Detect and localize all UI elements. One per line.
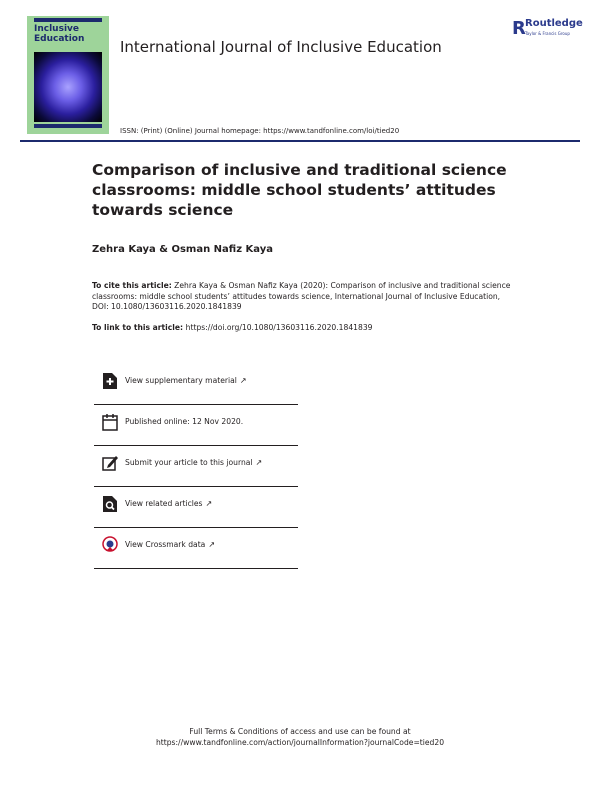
calendar-icon <box>102 413 118 431</box>
cover-artwork <box>34 52 102 122</box>
article-links-list <box>94 364 298 569</box>
issn-line <box>120 127 399 135</box>
cite-text: Zehra Kaya & Osman Nafiz Kaya (2020): Comparison of inclusive and traditional science classrooms: middle school students’ attitudes towards science, International Journal of Inclusive Education, DOI: <box>92 281 511 311</box>
header-divider <box>20 140 580 142</box>
external-link-icon: ↗ <box>205 499 213 508</box>
issn-text: ISSN: (Print) (Online) Journal homepage: <box>120 127 264 135</box>
article-link-line <box>92 323 372 332</box>
link-row-published <box>94 405 298 446</box>
doi-link[interactable]: 10.1080/13603116.2020.1841839 <box>111 302 242 311</box>
footer <box>0 726 600 748</box>
logo-name: Routledge <box>525 18 583 29</box>
journal-name[interactable]: International Journal of Inclusive Education <box>120 38 442 56</box>
journal-homepage-link[interactable]: https://www.tandfonline.com/loi/tied20 <box>263 127 400 135</box>
cover-bottom-bar <box>34 124 102 128</box>
external-link-icon: ↗ <box>239 376 247 385</box>
link-label-related: View related articles ↗ <box>125 499 213 508</box>
link-label-published: Published online: 12 Nov 2020. <box>125 417 244 426</box>
link-row-related[interactable] <box>94 487 298 528</box>
link-row-supplementary[interactable] <box>94 364 298 405</box>
article-authors: Zehra Kaya & Osman Nafiz Kaya <box>92 244 273 255</box>
article-url-link[interactable]: https://doi.org/10.1080/13603116.2020.1841839 <box>185 323 373 332</box>
cite-label: To cite this article: <box>92 281 172 290</box>
cover-top-bar <box>34 18 102 22</box>
external-link-icon: ↗ <box>208 540 216 549</box>
routledge-r-icon: R <box>512 18 526 39</box>
link-label-crossmark: View Crossmark data ↗ <box>125 540 216 549</box>
article-title: Comparison of inclusive and traditional science classrooms: middle school students’ attitudes towards science <box>92 161 507 219</box>
link-row-crossmark[interactable] <box>94 528 298 569</box>
logo-tagline: Taylor & Francis Group <box>525 31 570 36</box>
citation <box>92 281 512 313</box>
link-label: To link to this article: <box>92 323 186 332</box>
routledge-logo <box>512 18 583 40</box>
external-link-icon: ↗ <box>255 458 263 467</box>
footer-terms-text: Full Terms & Conditions of access and use can be found at <box>189 727 411 736</box>
link-label-supplementary: View supplementary material ↗ <box>125 376 247 385</box>
journal-cover <box>27 16 109 134</box>
link-row-submit[interactable] <box>94 446 298 487</box>
cover-title-line2: Education <box>34 34 85 44</box>
footer-terms-link[interactable]: https://www.tandfonline.com/action/journalInformation?journalCode=tied20 <box>155 738 445 747</box>
cover-title-line1: Inclusive <box>34 24 79 34</box>
magnifier-document-icon <box>102 495 118 513</box>
plus-document-icon <box>102 372 118 390</box>
link-label-submit: Submit your article to this journal ↗ <box>125 458 263 467</box>
crossmark-icon <box>102 536 118 554</box>
cover-title <box>34 24 102 50</box>
pencil-icon <box>102 454 118 472</box>
